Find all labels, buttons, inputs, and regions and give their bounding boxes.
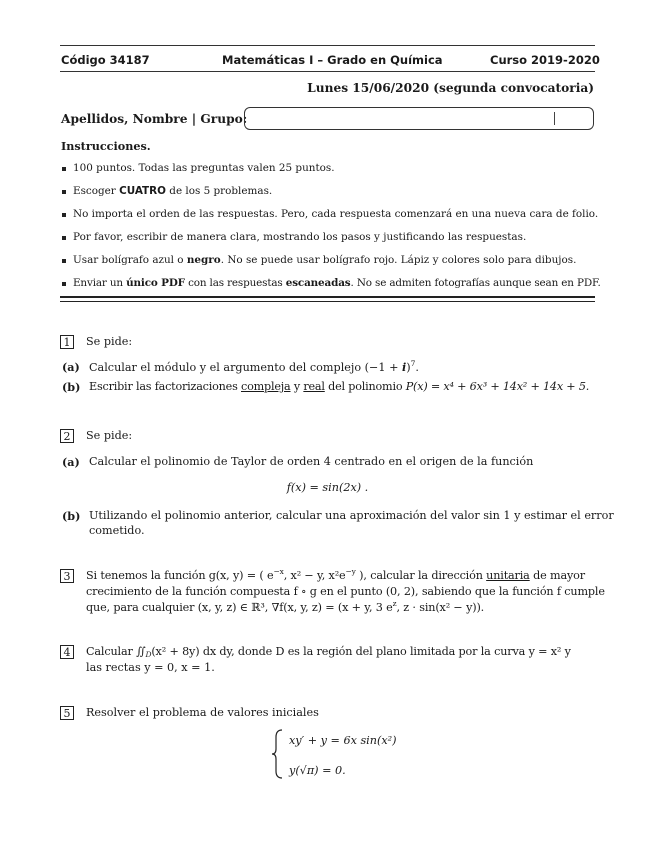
group-separator — [554, 112, 555, 125]
bullet-icon — [62, 213, 66, 217]
problem-2-intro: Se pide: — [86, 429, 133, 442]
bullet-icon — [62, 282, 66, 286]
problem-4-line-1: Calcular $∬_D(x^2 + 8y)$ dx dy, donde D es la región del plano limitada por la curva y = x² y — [86, 645, 571, 659]
bullet-icon — [62, 259, 66, 263]
problem-2b-line-1: Utilizando el polinomio anterior, calcular una aproximación del valor sin 1 y estimar el error — [89, 509, 614, 522]
problem-1b-text: Escribir las factorizaciones compleja y real del polinomio P(x) = x⁴ + 6x³ + 14x² + 14x + 5. — [89, 380, 590, 393]
problem-2b-line-2: cometido. — [89, 524, 145, 537]
instruction-item: 100 puntos. Todas las preguntas valen 25 puntos. — [73, 162, 335, 174]
problem-number-2: 2 — [60, 429, 74, 443]
problem-1-intro: Se pide: — [86, 335, 133, 348]
header-top-rule — [60, 45, 595, 46]
bullet-icon — [62, 167, 66, 171]
left-brace-icon — [270, 729, 284, 779]
header-bottom-rule — [60, 71, 595, 72]
bullet-icon — [62, 190, 66, 194]
problem-1a-text: Calcular el módulo y el argumento del complejo $(-1 + i)^7$. — [89, 359, 419, 374]
problem-5-initial-condition: y(√π) = 0. — [289, 764, 346, 777]
problem-number-1: 1 — [60, 335, 74, 349]
problem-2b-label: (b) — [62, 509, 81, 523]
problem-number-4: 4 — [60, 645, 74, 659]
problem-3-line-2: crecimiento de la función compuesta f ∘ g en el punto (0, 2), sabiendo que la función f cumple — [86, 585, 605, 598]
course-year: Curso 2019-2020 — [490, 53, 600, 67]
instructions-title: Instrucciones. — [61, 139, 151, 153]
name-field-label: Apellidos, Nombre | Grupo: — [61, 112, 248, 126]
instruction-item: Escoger CUATRO de los 5 problemas. — [73, 185, 273, 197]
problem-number-3: 3 — [60, 569, 74, 583]
instruction-item: No importa el orden de las respuestas. Pero, cada respuesta comenzará en una nueva cara de folio. — [73, 208, 599, 220]
problem-3-line-1: Si tenemos la función g(x, y) = ( $e^{-x}$, x² − y, $x^2e^{-y}$ ), calcular la dirección unitaria de mayor — [86, 567, 585, 582]
problem-1a-label: (a) — [62, 360, 80, 374]
course-code: Código 34187 — [61, 53, 150, 67]
problem-4-line-2: las rectas y = 0, x = 1. — [86, 661, 215, 674]
bullet-icon — [62, 236, 66, 240]
instruction-item: Enviar un único PDF con las respuestas escaneadas. No se admiten fotografías aunque sean en PDF. — [73, 277, 601, 289]
problem-2a-label: (a) — [62, 455, 80, 469]
name-input-box[interactable] — [244, 107, 594, 130]
problem-1b-label: (b) — [62, 380, 81, 394]
instruction-item: Por favor, escribir de manera clara, mostrando los pasos y justificando las respuestas. — [73, 231, 527, 243]
instruction-item: Usar bolígrafo azul o negro. No se puede usar bolígrafo rojo. Lápiz y colores solo para dibujos. — [73, 254, 577, 266]
section-rule-thin — [60, 301, 595, 302]
problem-5-equation: xy′ + y = 6x sin(x²) — [289, 734, 397, 747]
problem-number-5: 5 — [60, 706, 74, 720]
exam-date: Lunes 15/06/2020 (segunda convocatoria) — [307, 81, 594, 95]
problem-2a-formula: f(x) = sin(2x) . — [286, 481, 369, 494]
problem-2a-text: Calcular el polinomio de Taylor de orden 4 centrado en el origen de la función — [89, 455, 534, 468]
section-rule-thick — [60, 296, 595, 298]
problem-3-line-3: que, para cualquier (x, y, z) ∈ ℝ³, ∇f(x, y, z) = (x + y, 3 $e^z$, z · sin(x² − y)). — [86, 599, 485, 614]
problem-5-intro: Resolver el problema de valores iniciales — [86, 706, 319, 719]
course-title: Matemáticas I – Grado en Química — [222, 53, 443, 67]
